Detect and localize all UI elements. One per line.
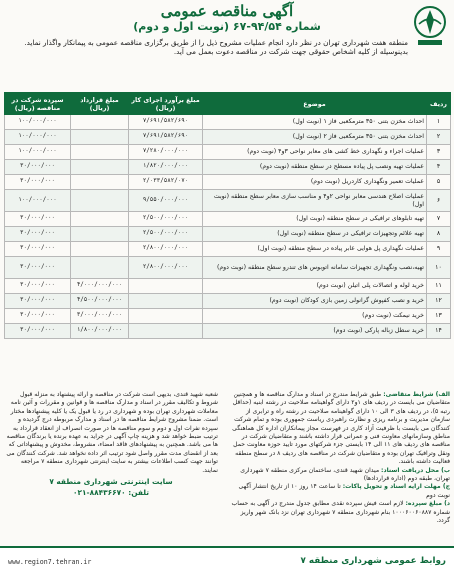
- row-estimate: ۷/۶۹۱/۵۸۲/۶۹۰: [129, 130, 203, 145]
- tender-number: شماره ۹۴/۵۴-۶۷ (نوبت اول و دوم): [133, 20, 321, 33]
- row-estimate: ۹/۵۵۰/۰۰۰/۰۰۰: [129, 190, 203, 212]
- row-deposit: ۳۰/۰۰۰/۰۰۰: [5, 242, 71, 257]
- footer: [0, 546, 454, 576]
- row-deposit: ۳۰/۰۰۰/۰۰۰: [5, 309, 71, 324]
- row-deposit: ۳۰/۰۰۰/۰۰۰: [5, 227, 71, 242]
- row-deposit: ۱۰۰/۰۰۰/۰۰۰: [5, 130, 71, 145]
- condition-d-label: د) مبلغ سپرده:: [405, 500, 450, 508]
- row-deposit: ۳۰/۰۰۰/۰۰۰: [5, 175, 71, 190]
- row-subject: عملیات اجراء و نگهداری خط کشی های معابر نواحی ۳و۴ (نوبت دوم): [203, 145, 427, 160]
- col-header-subject: موضوع: [203, 93, 427, 115]
- row-number: ۱: [427, 115, 451, 130]
- row-contract: [71, 115, 129, 130]
- general-terms: شعبه شهید قندی، بدیهی است شرکت در مناقصه و ارائه پیشنهاد به منزله قبول شروط و تکالیف مقرر در اسناد و مدارک مناقصه ها و قوانین و مقررات و آئین نامه معاملات شهرداری تهران بوده و شهرداری در رد یا قبول یک یا کلیه پیشنهادها مختار است. ضمنا مشروح شرایط مناقصه ها در اسناد و مدارک مربوطه درج گردیده و سپرده نفرات اول و دوم و سوم مناقصه ها در صورت انصراف از انعقاد قرارداد به ترتیب ضبط خواهد شد و هزینه چاپ آگهی در جراید به عهده برنده یا برندگان مناقصه ها می باشد. همچنین به پیشنهادهای فاقد امضاء، مشروط، مخدوش و پیشنهاداتی که بعد از انقضای مدت مقرر واصل شود ترتیب اثر داده نخواهد شد. شرکت کنندگان می توانند جهت کسب اطلاعات بیشتر به سایت اینترنتی شهرداری منطقه ۷ مراجعه نمایند.: [6, 391, 218, 474]
- row-subject: خرید لوله و اتصالات پلی اتیلن (نوبت دوم): [203, 279, 427, 294]
- row-estimate: ۲/۸۰۰/۰۰۰/۰۰۰: [129, 257, 203, 279]
- condition-a: [226, 391, 450, 467]
- row-number: ۵: [427, 175, 451, 190]
- row-deposit: ۳۰/۰۰۰/۰۰۰: [5, 294, 71, 309]
- row-contract: [71, 212, 129, 227]
- row-deposit: ۳۰/۰۰۰/۰۰۰: [5, 257, 71, 279]
- table-row: [5, 279, 451, 294]
- col-header-contract: مبلغ قرارداد (ریال): [71, 93, 129, 115]
- row-number: ۱۰: [427, 257, 451, 279]
- row-contract: [71, 227, 129, 242]
- conditions-left-column: [4, 391, 218, 498]
- table-row: [5, 257, 451, 279]
- row-deposit: ۳۰/۰۰۰/۰۰۰: [5, 160, 71, 175]
- row-estimate: ۲/۵۰۰/۰۰۰/۰۰۰: [129, 212, 203, 227]
- condition-c-text: تا ساعت ۱۴ روز ۱۰ از تاریخ انتشار آگهی نوبت دوم: [238, 483, 450, 499]
- row-contract: [71, 190, 129, 212]
- website-url[interactable]: www.region7.tehran.ir: [8, 558, 92, 566]
- row-contract: ۳/۰۰۰/۰۰۰/۰۰۰: [71, 309, 129, 324]
- conditions-section: [4, 391, 450, 541]
- row-deposit: ۳۰/۰۰۰/۰۰۰: [5, 279, 71, 294]
- col-header-row-no: ردیف: [427, 93, 451, 115]
- condition-b: [226, 467, 450, 484]
- row-contract: ۴/۵۰۰/۰۰۰/۰۰۰: [71, 294, 129, 309]
- row-subject: عملیات تهیه ونصب پل پیاده مسطح در سطح منطقه (نوبت دوم): [203, 160, 427, 175]
- row-number: ۳: [427, 145, 451, 160]
- condition-c-label: ج) مهلت ارایه اسناد و تحویل پاکات:: [342, 483, 450, 491]
- row-estimate: [129, 279, 203, 294]
- table-row: [5, 190, 451, 212]
- row-estimate: ۷/۶۹۱/۵۸۲/۶۹۰: [129, 115, 203, 130]
- table-row: [5, 212, 451, 227]
- row-subject: خرید و نصب کفپوش گرانولی زمین بازی کودکان (نوبت دوم): [203, 294, 427, 309]
- row-estimate: ۷/۲۸۰/۰۰۰/۰۰۰: [129, 145, 203, 160]
- condition-d: [226, 500, 450, 525]
- col-header-estimate: مبلغ برآورد اجرای کار (ریال): [129, 93, 203, 115]
- condition-d-text: لازم است فیش سپرده نقدی مطابق جدول مندرج در آگهی به حساب شماره ۱۰۰۰۶۰۰۶۰۸۸۷ بنام شهرداری منطقه ۷ شهرداری تهران نزد بانک شهر واریز گردد.: [231, 500, 450, 525]
- row-number: ۱۴: [427, 324, 451, 339]
- row-contract: [71, 160, 129, 175]
- row-subject: عملیات اصلاح هندسی معابر نواحی ۲و۴ و مناسب سازی معابر سطح منطقه (نوبت اول): [203, 190, 427, 212]
- row-subject: خرید سطل زباله پارکی (نوبت دوم): [203, 324, 427, 339]
- row-subject: تهیه علائم وتجهیزات ترافیکی در سطح منطقه (نوبت اول): [203, 227, 427, 242]
- row-number: ۴: [427, 160, 451, 175]
- public-relations-signature: روابط عمومی شهرداری منطقه ۷: [300, 556, 446, 566]
- row-contract: [71, 145, 129, 160]
- table-row: [5, 160, 451, 175]
- condition-a-label: الف) شرایط متقاضی:: [383, 391, 450, 398]
- row-number: ۹: [427, 242, 451, 257]
- condition-a-text: طبق شرایط مندرج در اسناد و مدارک مناقصه ها و همچنین متقاضیان می بایست در ردیف های ۱و۲ دارای گواهینامه صلاحیت در رشته ابنیه (حداقل رتبه ۵)، در ردیف های ۳ الی ۱۰ دارای گواهینامه صلاحیت در رشته راه و ترابری از سازمان مدیریت و برنامه ریزی و نظارت راهبردی ریاست جمهوری بوده و تمام شرکت کنندگان می بایست با ظرفیت آزاد کاری در فهرست مجاز پیمانکاران اداره کل هماهنگی مناطق وسازمانهای معاونت فنی و عمرانی قرار داشته باشند و متقاضیان شرکت در مناقصه های ردیف های ۱۱ الی ۱۴ بایستی جزء شرکتهای مورد تایید حوزه معاونت حمل ونقل وترافیک تهران بوده و متقاضیان شرکت در مناقصه های ردیف ۸ در سطح منطقه فعالیت داشته باشند.: [232, 391, 450, 466]
- row-estimate: ۲/۰۳۳/۵۸۲/۰۷۰: [129, 175, 203, 190]
- row-contract: [71, 175, 129, 190]
- row-deposit: ۱۰۰/۰۰۰/۰۰۰: [5, 115, 71, 130]
- phone-number: تلفن: ۸۸۴۳۶۶۷۰-۰۲۱: [72, 488, 149, 498]
- row-subject: تهیه تابلوهای ترافیکی در سطح منطقه (نوبت اول): [203, 212, 427, 227]
- row-subject: احداث مخزن بتنی ۳۵۰ مترمکعبی فاز ۲ (نوبت اول): [203, 130, 427, 145]
- row-subject: عملیات نگهداری پل هوایی عابر پیاده در سطح منطقه (نوبت اول): [203, 242, 427, 257]
- row-number: ۷: [427, 212, 451, 227]
- header: [46, 2, 408, 34]
- table-row: [5, 145, 451, 160]
- conditions-right-column: [226, 391, 450, 526]
- row-contract: [71, 257, 129, 279]
- row-subject: احداث مخزن بتنی ۳۵۰ مترمکعبی فاز ۱ (نوبت اول): [203, 115, 427, 130]
- condition-c: [226, 483, 450, 500]
- row-contract: [71, 242, 129, 257]
- col-header-deposit: سپرده شرکت در مناقصه (ریال): [5, 93, 71, 115]
- condition-b-label: ب) محل دریافت اسناد:: [381, 466, 450, 474]
- table-row: [5, 115, 451, 130]
- row-estimate: ۱/۸۲۰/۰۰۰/۰۰۰: [129, 160, 203, 175]
- table-row: [5, 227, 451, 242]
- row-estimate: [129, 309, 203, 324]
- row-number: ۶: [427, 190, 451, 212]
- table-row: [5, 130, 451, 145]
- row-deposit: ۳۰/۰۰۰/۰۰۰: [5, 324, 71, 339]
- table-row: [5, 309, 451, 324]
- tehran-municipality-logo: [410, 4, 450, 48]
- row-contract: ۱/۸۰۰/۰۰۰/۰۰۰: [71, 324, 129, 339]
- table-row: [5, 294, 451, 309]
- table-row: [5, 324, 451, 339]
- row-number: ۲: [427, 130, 451, 145]
- table-row: [5, 242, 451, 257]
- website-note: سایت اینترنتی شهرداری منطقه ۷: [49, 477, 173, 487]
- row-subject: خرید نیمکت (نوبت دوم): [203, 309, 427, 324]
- row-deposit: ۱۰۰/۰۰۰/۰۰۰: [5, 145, 71, 160]
- table-header-row: [5, 93, 451, 115]
- row-estimate: [129, 324, 203, 339]
- intro-text: منطقه هفت شهرداری تهران در نظر دارد انجام عملیات مشروح ذیل را از طریق برگزاری مناقصه عمومی به پیمانکار واگذار نماید. بدینوسیله از کلیه اشخاص حقوقی جهت شرکت در مناقصه دعوت بعمل می آید.: [24, 38, 408, 56]
- row-contract: [71, 130, 129, 145]
- row-deposit: ۳۰/۰۰۰/۰۰۰: [5, 212, 71, 227]
- table-row: [5, 175, 451, 190]
- row-deposit: ۱۰۰/۰۰۰/۰۰۰: [5, 190, 71, 212]
- row-number: ۸: [427, 227, 451, 242]
- row-subject: تهیه،نصب ونگهداری تجهیزات سامانه اتوبوس های تندرو سطح منطقه (نوبت دوم): [203, 257, 427, 279]
- page-title: آگهی مناقصه عمومی: [160, 2, 294, 20]
- row-number: ۱۳: [427, 309, 451, 324]
- row-estimate: ۲/۵۰۰/۰۰۰/۰۰۰: [129, 227, 203, 242]
- row-number: ۱۲: [427, 294, 451, 309]
- row-estimate: [129, 294, 203, 309]
- row-subject: عملیات تعمیر ونگهداری کاردریل (نوبت دوم): [203, 175, 427, 190]
- condition-b-text: میدان شهید قندی، ساختمان مرکزی منطقه ۷ شهرداری تهران، طبقه دوم (اداره قراردادها): [240, 466, 450, 483]
- tender-table: [4, 92, 451, 339]
- row-estimate: ۲/۸۰۰/۰۰۰/۰۰۰: [129, 242, 203, 257]
- row-number: ۱۱: [427, 279, 451, 294]
- row-contract: ۴/۰۰۰/۰۰۰/۰۰۰: [71, 279, 129, 294]
